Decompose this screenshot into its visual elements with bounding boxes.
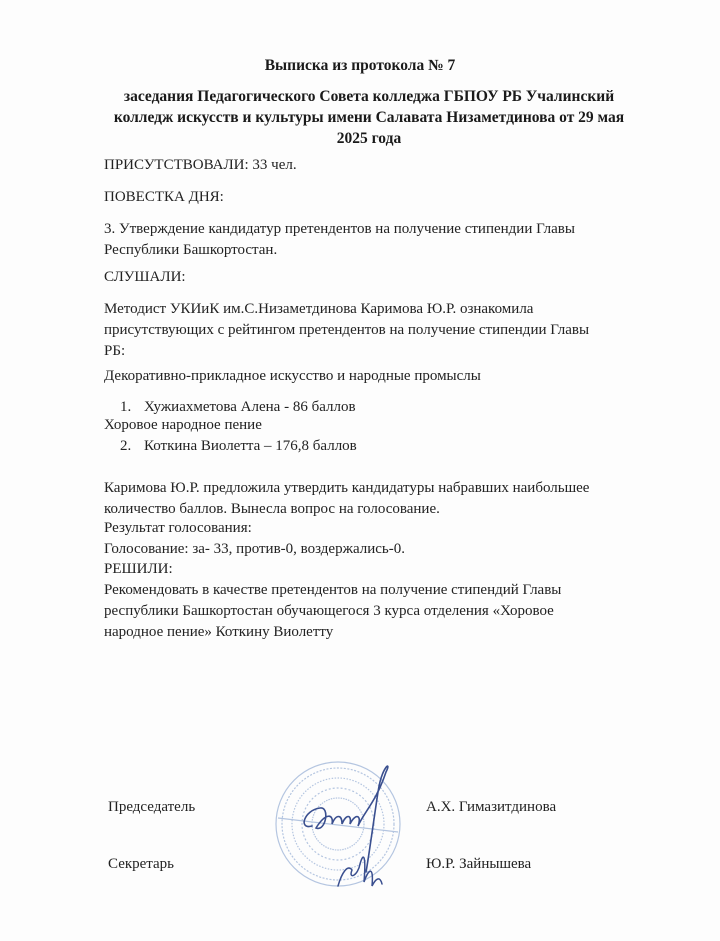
- agenda-item: [104, 219, 664, 261]
- heard-heading: СЛУШАЛИ:: [104, 269, 186, 285]
- chair-signature: [304, 766, 388, 872]
- subtitle-line: заседания Педагогического Совета колледжа ГБПОУ РБ Учалинский: [123, 88, 615, 105]
- agenda-item-line: Республики Башкортостан.: [104, 242, 278, 258]
- proposal-text: [104, 478, 664, 520]
- vote-result-heading: Результат голосования:: [104, 520, 252, 536]
- vote-result: Голосование: за- 33, против-0, воздержались-0.: [104, 541, 405, 557]
- category-name: Хоровое народное пение: [104, 417, 262, 433]
- decided-heading: РЕШИЛИ:: [104, 561, 173, 577]
- secretary-role: Секретарь: [108, 856, 175, 872]
- decision-line: народное пение» Коткину Виолетту: [104, 624, 334, 640]
- decision-line: Рекомендовать в качестве претендентов на получение стипендий Главы: [104, 582, 562, 598]
- proposal-line: Каримова Ю.Р. предложила утвердить кандидатуры набравших наибольшее: [104, 480, 590, 496]
- official-stamp-with-signatures: [268, 752, 420, 900]
- candidate-number: 1.: [120, 399, 132, 415]
- chair-role: Председатель: [108, 799, 196, 815]
- subtitle-line: колледж искусств и культуры имени Салавата Низаметдинова от 29 мая: [113, 109, 625, 126]
- present-count: ПРИСУТСТВОВАЛИ: 33 чел.: [104, 157, 297, 173]
- stamp-seal: [276, 762, 400, 886]
- decision-line: республики Башкортостан обучающегося 3 курса отделения «Хоровое: [104, 603, 554, 619]
- decision-text: [104, 580, 664, 643]
- agenda-item-line: 3. Утверждение кандидатур претендентов на получение стипендии Главы: [104, 221, 575, 237]
- heard-text: [104, 299, 664, 362]
- chair-name: А.Х. Гимазитдинова: [426, 799, 557, 815]
- candidate-text: Коткина Виолетта – 176,8 баллов: [144, 438, 357, 454]
- heard-text-line: Методист УКИиК им.С.Низаметдинова Каримова Ю.Р. ознакомила: [104, 301, 534, 317]
- document-subtitle: [95, 86, 643, 149]
- candidate-item: [120, 436, 357, 457]
- proposal-line: количество баллов. Вынесла вопрос на голосование.: [104, 501, 440, 517]
- secretary-name: Ю.Р. Зайнышева: [426, 856, 532, 872]
- candidate-text: Хужиахметова Алена - 86 баллов: [144, 399, 356, 415]
- agenda-heading: ПОВЕСТКА ДНЯ:: [104, 189, 224, 205]
- document-title: Выписка из протокола № 7: [264, 57, 456, 74]
- heard-text-line: присутствующих с рейтингом претендентов на получение стипендии Главы: [104, 322, 590, 338]
- candidate-number: 2.: [120, 438, 132, 454]
- category-name: Декоративно-прикладное искусство и народные промыслы: [104, 368, 481, 384]
- subtitle-line: 2025 года: [336, 130, 402, 147]
- heard-text-line: РБ:: [104, 343, 126, 359]
